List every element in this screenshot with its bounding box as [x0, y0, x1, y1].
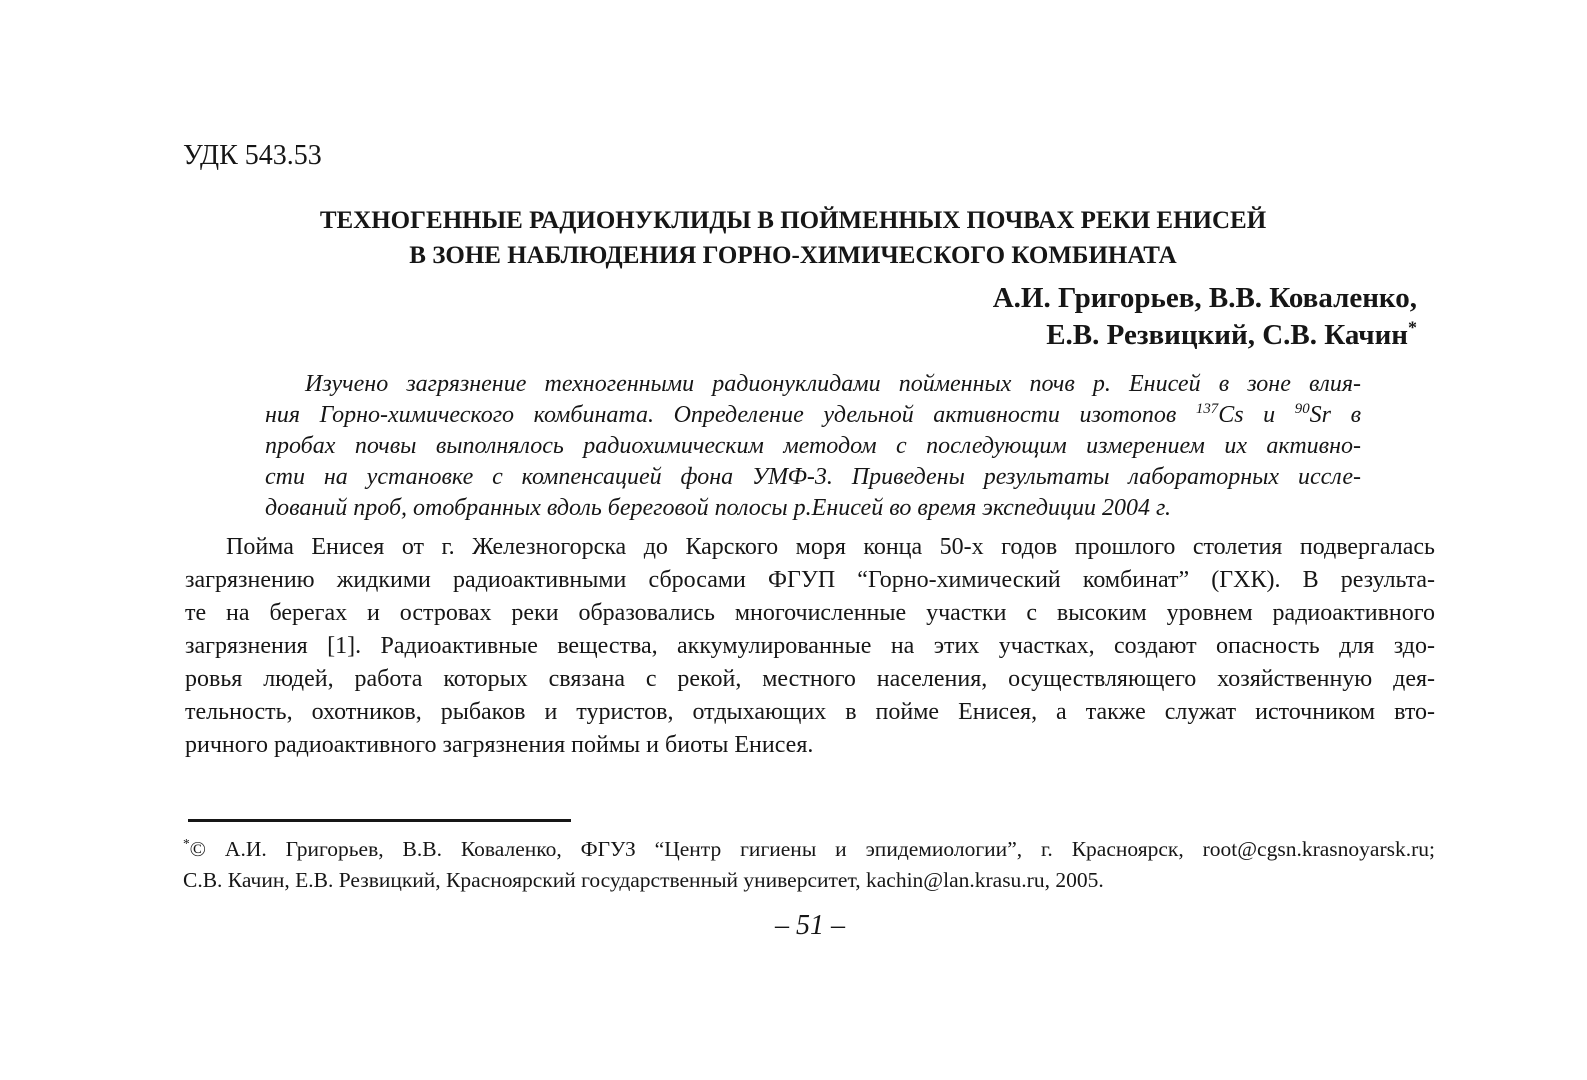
article-title-line-1: ТЕХНОГЕННЫЕ РАДИОНУКЛИДЫ В ПОЙМЕННЫХ ПОЧВАХ РЕКИ ЕНИСЕЙ: [319, 207, 1267, 234]
footnote-line-2: С.В. Качин, Е.В. Резвицкий, Красноярский государственный университет, kachin@lan.krasu.ru, 2005.: [183, 868, 1104, 892]
authors-footnote-marker: *: [1408, 317, 1417, 338]
abstract-line-3: пробах почвы выполнялось радиохимическим методом с последующим измерением их активно-: [265, 433, 1361, 459]
abstract-line-2: [265, 400, 1361, 431]
body-line-3: те на берегах и островах реки образовались многочисленные участки с высоким уровнем радиоактивного: [185, 600, 1435, 626]
authors-block: [185, 280, 1417, 354]
udc-code: УДК 543.53: [183, 140, 322, 171]
authors-line-1: А.И. Григорьев, В.В. Коваленко,: [992, 282, 1417, 314]
body-line-7: ричного радиоактивного загрязнения поймы и биоты Енисея.: [185, 732, 814, 758]
abstract-line-5: дований проб, отобранных вдоль береговой полосы р.Енисей во время экспедиции 2004 г.: [265, 495, 1172, 521]
authors-line-2: [185, 317, 1417, 354]
footnote-line-1: [183, 834, 1435, 865]
cs-137-superscript: 137: [1195, 401, 1219, 417]
footnote: [183, 834, 1435, 896]
authors-line-2-names: Е.В. Резвицкий, С.В. Качин: [1046, 319, 1409, 351]
footnote-separator-rule: [188, 819, 571, 822]
body-line-5: ровья людей, работа которых связана с рекой, местного населения, осуществляющего хозяйственную дея-: [185, 666, 1435, 692]
body-line-6: тельность, охотников, рыбаков и туристов, отдыхающих в пойме Енисея, а также служат источником вто-: [185, 699, 1435, 725]
body-line-1: Пойма Енисея от г. Железногорска до Карского моря конца 50-х годов прошлого столетия подвергалась: [226, 534, 1435, 560]
body-paragraph: [185, 531, 1435, 762]
abstract-line-4: сти на установке с компенсацией фона УМФ-3. Приведены результаты лабораторных иссле-: [265, 464, 1361, 490]
body-line-2: загрязнению жидкими радиоактивными сбросами ФГУП “Горно-химический комбинат” (ГХК). В результа-: [185, 567, 1435, 593]
article-title-line-2: В ЗОНЕ НАБЛЮДЕНИЯ ГОРНО-ХИМИЧЕСКОГО КОМБИНАТА: [409, 242, 1177, 269]
footnote-line-1-text: © А.И. Григорьев, В.В. Коваленко, ФГУЗ “Центр гигиены и эпидемиологии”, г. Красноярск, root@cgsn.krasnoyarsk.ru;: [189, 837, 1435, 861]
abstract: [265, 369, 1361, 524]
body-line-4: загрязнения [1]. Радиоактивные вещества, аккумулированные на этих участках, создают опасность для здо-: [185, 633, 1435, 659]
abstract-line-2-text: ния Горно-химического комбината. Определение удельной активности изотопов: [265, 402, 1196, 428]
sr-isotope-label: Sr в: [1309, 402, 1361, 428]
sr-90-superscript: 90: [1294, 401, 1310, 417]
page-number: – 51 –: [775, 910, 845, 941]
abstract-line-1: Изучено загрязнение техногенными радионуклидами пойменных почв р. Енисей в зоне влия-: [305, 371, 1361, 397]
article-title: [168, 203, 1418, 273]
cs-isotope-label: Cs и: [1218, 402, 1295, 428]
footnote-marker: *: [183, 835, 190, 851]
